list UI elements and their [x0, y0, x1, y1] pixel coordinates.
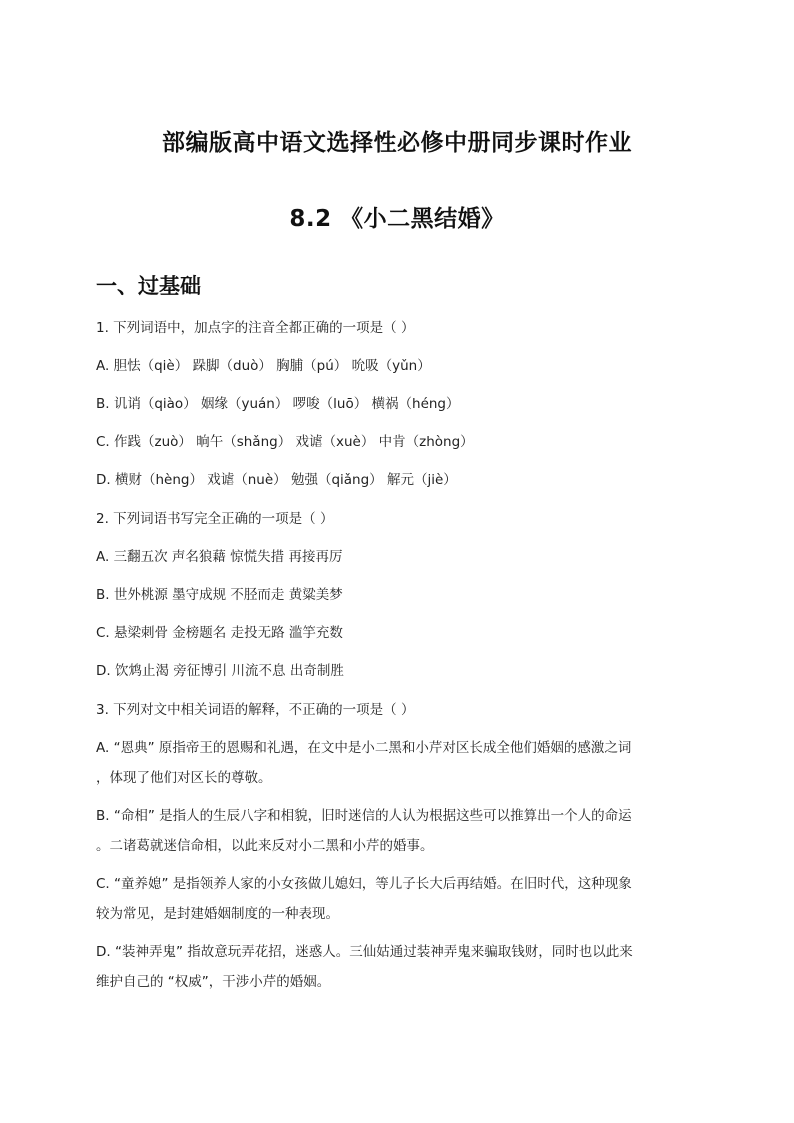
- question-2-option-d: D. 饮鸩止渴 旁征博引 川流不息 出奇制胜: [96, 663, 344, 679]
- question-2-stem: 2. 下列词语书写完全正确的一项是（ ）: [96, 511, 334, 527]
- question-1-option-d: D. 横财（hèng） 戏谑（nuè） 勉强（qiǎng） 解元（jiè）: [96, 472, 457, 488]
- question-3-option-b-line-2: 。二诸葛就迷信命相，以此来反对小二黑和小芹的婚事。: [96, 838, 434, 854]
- question-3-option-c-line-2: 较为常见，是封建婚姻制度的一种表现。: [96, 906, 339, 922]
- document-subtitle: 8.2 《小二黑结婚》: [289, 206, 505, 232]
- question-2-option-a: A. 三翻五次 声名狼藉 惊慌失措 再接再厉: [96, 549, 343, 565]
- question-3-option-c-line-1: C. “童养媳” 是指领养人家的小女孩做儿媳妇，等儿子长大后再结婚。在旧时代，这种现象: [96, 876, 632, 892]
- question-3-option-a-line-1: A. “恩典” 原指帝王的恩赐和礼遇，在文中是小二黑和小芹对区长成全他们婚姻的感激之词: [96, 740, 632, 756]
- question-1-stem: 1. 下列词语中，加点字的注音全都正确的一项是（ ）: [96, 320, 415, 336]
- question-3-stem: 3. 下列对文中相关词语的解释，不正确的一项是（ ）: [96, 702, 415, 718]
- question-1-option-b: B. 讥诮（qiào） 姻缘（yuán） 啰唆（luō） 横祸（héng）: [96, 396, 460, 412]
- question-3-option-d-line-1: D. “装神弄鬼” 指故意玩弄花招，迷惑人。三仙姑通过装神弄鬼来骗取钱财，同时也以此来: [96, 944, 633, 960]
- question-1-option-c: C. 作践（zuò） 晌午（shǎng） 戏谑（xuè） 中肯（zhòng）: [96, 434, 474, 450]
- question-2-option-c: C. 悬梁刺骨 金榜题名 走投无路 滥竽充数: [96, 625, 343, 641]
- question-1-option-a: A. 胆怯（qiè） 跺脚（duò） 胸脯（pú） 吮吸（yǔn）: [96, 358, 431, 374]
- question-3-option-a-line-2: ，体现了他们对区长的尊敬。: [96, 770, 272, 786]
- question-3-option-b-line-1: B. “命相” 是指人的生辰八字和相貌，旧时迷信的人认为根据这些可以推算出一个人的命运: [96, 808, 632, 824]
- question-2-option-b: B. 世外桃源 墨守成规 不胫而走 黄粱美梦: [96, 587, 343, 603]
- question-3-option-d-line-2: 维护自己的 “权威”，干涉小芹的婚姻。: [96, 974, 331, 990]
- document-title: 部编版高中语文选择性必修中册同步课时作业: [162, 130, 632, 156]
- section-heading: 一、过基础: [96, 274, 201, 298]
